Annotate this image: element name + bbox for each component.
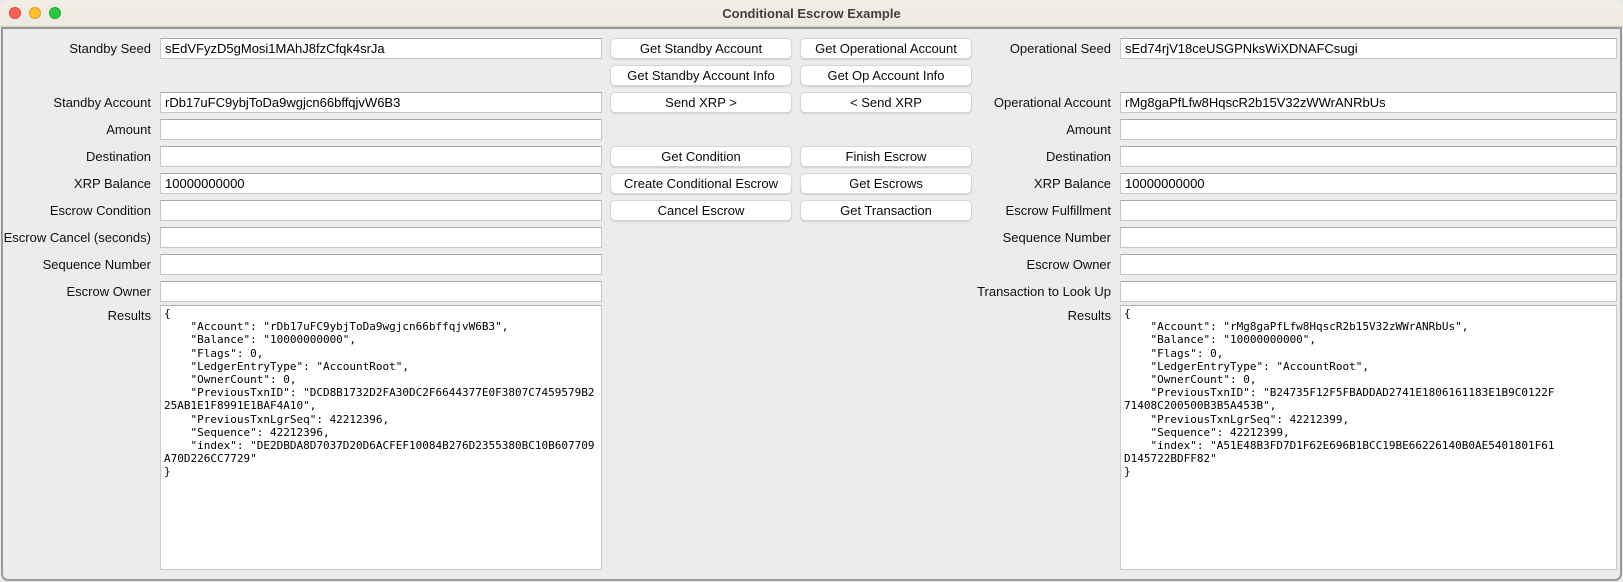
create-conditional-escrow-button[interactable]: Create Conditional Escrow — [610, 173, 792, 194]
traffic-lights — [9, 7, 61, 19]
standby-results-textarea[interactable] — [160, 305, 602, 570]
standby-destination-label: Destination — [85, 149, 151, 164]
standby-balance-label: XRP Balance — [73, 176, 151, 191]
get-standby-account-info-button[interactable]: Get Standby Account Info — [610, 65, 792, 86]
operational-sequence-label: Sequence Number — [1002, 230, 1111, 245]
get-escrows-button[interactable]: Get Escrows — [800, 173, 972, 194]
operational-escrow-owner-label: Escrow Owner — [1026, 257, 1111, 272]
window-title: Conditional Escrow Example — [722, 5, 901, 21]
standby-balance-input[interactable] — [160, 173, 602, 194]
button-row-1 — [604, 35, 976, 62]
standby-seed-label: Standby Seed — [69, 41, 151, 56]
operational-results-textarea[interactable] — [1120, 305, 1617, 570]
standby-amount-cell — [158, 116, 604, 143]
operational-account-label: Operational Account — [993, 95, 1111, 110]
button-row-2 — [604, 62, 976, 89]
operational-results-label: Results — [1067, 308, 1111, 323]
button-row-6 — [604, 170, 976, 197]
operational-seed-input[interactable] — [1120, 38, 1617, 59]
button-row-7 — [604, 197, 976, 224]
standby-escrow-owner-cell — [158, 278, 604, 305]
transaction-lookup-label: Transaction to Look Up — [977, 284, 1111, 299]
operational-seed-cell — [1118, 35, 1620, 62]
operational-account-input[interactable] — [1120, 92, 1617, 113]
transaction-lookup-cell — [1118, 278, 1620, 305]
operational-destination-input[interactable] — [1120, 146, 1617, 167]
standby-amount-label: Amount — [106, 122, 151, 137]
operational-escrow-owner-input[interactable] — [1120, 254, 1617, 275]
get-operational-account-button[interactable]: Get Operational Account — [800, 38, 972, 59]
standby-results-label: Results — [107, 308, 151, 323]
escrow-fulfillment-input[interactable] — [1120, 200, 1617, 221]
get-standby-account-button[interactable]: Get Standby Account — [610, 38, 792, 59]
escrow-form — [3, 29, 1620, 579]
escrow-cancel-seconds-input[interactable] — [160, 227, 602, 248]
escrow-fulfillment-label: Escrow Fulfillment — [1005, 203, 1111, 218]
standby-destination-input[interactable] — [160, 146, 602, 167]
escrow-condition-input[interactable] — [160, 200, 602, 221]
operational-amount-input[interactable] — [1120, 119, 1617, 140]
escrow-condition-label: Escrow Condition — [49, 203, 151, 218]
standby-account-cell — [158, 89, 604, 116]
operational-amount-label: Amount — [1066, 122, 1111, 137]
operational-destination-cell — [1118, 143, 1620, 170]
standby-results-cell — [158, 305, 604, 579]
standby-escrow-owner-input[interactable] — [160, 281, 602, 302]
standby-account-label: Standby Account — [53, 95, 151, 110]
operational-escrow-owner-cell — [1118, 251, 1620, 278]
operational-balance-input[interactable] — [1120, 173, 1617, 194]
form-panel — [1, 27, 1622, 581]
get-condition-button[interactable]: Get Condition — [610, 146, 792, 167]
operational-amount-cell — [1118, 116, 1620, 143]
standby-balance-cell — [158, 170, 604, 197]
titlebar[interactable] — [0, 0, 1623, 27]
standby-escrow-owner-label: Escrow Owner — [66, 284, 151, 299]
standby-destination-cell — [158, 143, 604, 170]
escrow-fulfillment-cell — [1118, 197, 1620, 224]
escrow-cancel-seconds-cell — [158, 224, 604, 251]
get-transaction-button[interactable]: Get Transaction — [800, 200, 972, 221]
cancel-escrow-button[interactable]: Cancel Escrow — [610, 200, 792, 221]
button-row-3 — [604, 89, 976, 116]
transaction-lookup-input[interactable] — [1120, 281, 1617, 302]
standby-account-input[interactable] — [160, 92, 602, 113]
send-xrp-left-button[interactable]: < Send XRP — [800, 92, 972, 113]
standby-amount-input[interactable] — [160, 119, 602, 140]
operational-sequence-cell — [1118, 224, 1620, 251]
standby-sequence-cell — [158, 251, 604, 278]
operational-sequence-input[interactable] — [1120, 227, 1617, 248]
escrow-condition-cell — [158, 197, 604, 224]
operational-seed-label: Operational Seed — [1009, 41, 1111, 56]
operational-destination-label: Destination — [1045, 149, 1111, 164]
standby-seed-input[interactable] — [160, 38, 602, 59]
escrow-cancel-seconds-label: Escrow Cancel (seconds) — [3, 230, 151, 245]
send-xrp-right-button[interactable]: Send XRP > — [610, 92, 792, 113]
standby-seed-cell — [158, 35, 604, 62]
button-row-5 — [604, 143, 976, 170]
operational-balance-label: XRP Balance — [1033, 176, 1111, 191]
standby-sequence-label: Sequence Number — [42, 257, 151, 272]
operational-account-cell — [1118, 89, 1620, 116]
zoom-button[interactable] — [49, 7, 61, 19]
standby-sequence-input[interactable] — [160, 254, 602, 275]
get-op-account-info-button[interactable]: Get Op Account Info — [800, 65, 972, 86]
operational-results-cell — [1118, 305, 1620, 579]
minimize-button[interactable] — [29, 7, 41, 19]
close-button[interactable] — [9, 7, 21, 19]
finish-escrow-button[interactable]: Finish Escrow — [800, 146, 972, 167]
operational-balance-cell — [1118, 170, 1620, 197]
